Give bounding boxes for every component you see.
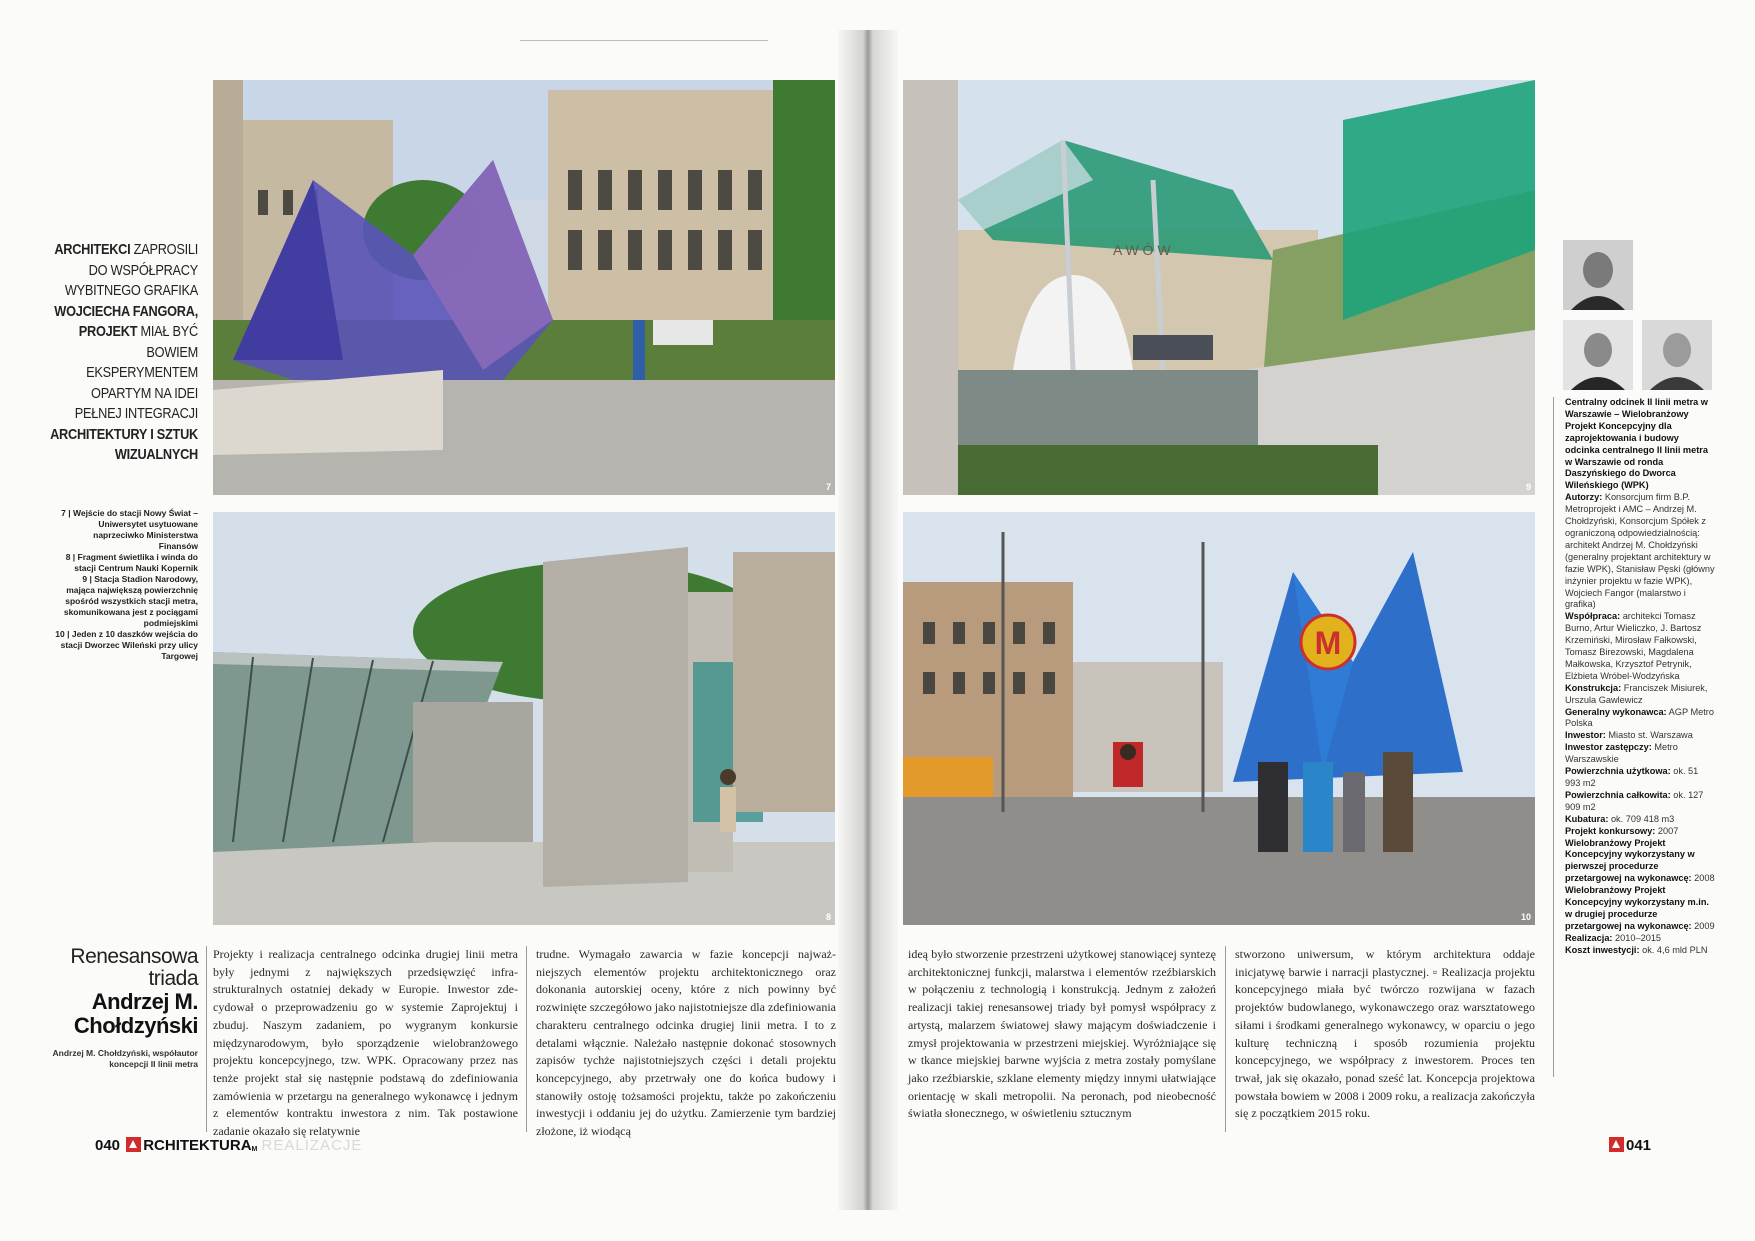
info-item (1565, 933, 1715, 945)
article-text: Projekty i realizacja centralnego odcinka drugiej linii metra były jednymi z największych przedsięwzięć infrastrukturalnych ostatniej dekady w Europie. Inwestor zdecydował o przeprowadzeniu go w systemie Zaprojektuj i zbuduj. Naszym zadaniem, po wygranym konkursie międzynarodowym, było sporządzenie wielobranżowego projektu koncepcyjnego, tzw. WPK. Opracowany przez nas tenże projekt stał się następnie podstawą do zdefiniowania zamówienia w przetargu na generalnego wykonawcę i jednym z elementów kontraktu inwestora z nim. Tak postawione zadanie okazało się relatywnie (213, 947, 518, 1139)
info-value: Miasto st. Warszawa (1605, 730, 1693, 741)
caption: 8 | Fragment świetlika i winda do stacji Centrum Nauki Kopernik (65, 552, 198, 573)
magazine-tag: M (251, 1146, 258, 1153)
photo-9 (903, 80, 1535, 495)
article-author: Chołdzyński (73, 1013, 198, 1038)
info-value: ok. 4,6 mld PLN (1639, 944, 1708, 955)
article-title: Renesansowa (70, 945, 198, 968)
pull-quote-bold-2: WOJCIECHA FANGORA, PROJEKT (54, 302, 198, 340)
column-rule (1225, 946, 1226, 1132)
article-column-4 (1235, 946, 1535, 1123)
info-item (1565, 730, 1715, 742)
info-label: Generalny wykonawca: (1565, 706, 1667, 717)
project-info-box (1565, 397, 1715, 957)
info-item (1565, 742, 1715, 766)
info-label: Inwestor: (1565, 730, 1606, 741)
photo-number: 9 (1525, 482, 1531, 492)
info-item (1565, 885, 1715, 933)
info-label: Projekt konkursowy: (1565, 825, 1656, 836)
column-rule (1553, 397, 1554, 1077)
info-value: ok. 709 418 m3 (1608, 813, 1675, 824)
author-note: Andrzej M. Chołdzyński, współautor koncepcji II linii metra (52, 1048, 198, 1069)
info-value: ok. 51 993 m2 (1565, 766, 1699, 788)
info-value: Franciszek Misiurek, Urszula Gawlewicz (1565, 682, 1708, 705)
info-item (1565, 707, 1715, 731)
svg-text:M: M (1314, 625, 1342, 661)
pull-quote (47, 240, 198, 466)
info-item (1565, 790, 1715, 814)
article-column-2 (536, 946, 836, 1141)
info-label: Powierzchnia całkowita: (1565, 789, 1671, 800)
photo-number: 7 (825, 482, 831, 492)
info-value: 2008 (1691, 873, 1715, 884)
caption: 7 | Wejście do stacji Nowy Świat – Uniwersytet usytuowane naprzeciwko Ministerstwa Finansów (61, 508, 198, 551)
info-item (1565, 611, 1715, 682)
portrait-photo (1642, 320, 1712, 390)
page-number: 041 (1626, 1137, 1652, 1154)
top-rule (520, 40, 768, 41)
pull-quote-text-1: ZAPROSILI DO WSPÓŁPRACY WYBITNEGO GRAFIKA (64, 241, 198, 299)
info-value: 2010–2015 (1612, 932, 1662, 943)
photo-8 (213, 512, 835, 925)
pull-quote-bold-3: ARCHITEKTURY I SZTUK WIZUALNYCH (50, 425, 198, 463)
info-item (1565, 766, 1715, 790)
info-item (1565, 945, 1715, 957)
info-label: Powierzchnia użytkowa: (1565, 766, 1671, 777)
article-text: trudne. Wymagało zawarcia w fazie koncepcji najważniejszych elementów projektu architektonicznego oraz dokonania autorskiej oceny, które z nich powinny być rozwinięte szczegółowo jako najistotniejsze dla zdefiniowania charakteru centralnego odcinka drugiej linii metra. I to z detalami włącznie. Należało następnie dokonać stosownych zapisów tychże najistotniejszych części i detali projektu koncepcyjnego, aby przetrwały one do końca budowy i stanowiły ostoję tożsamości projektu, także po zakończeniu inwestycji i oddaniu jej do użytku. Zamierzenie tym bardziej złożone, iż wiodącą (536, 947, 836, 1139)
info-item (1565, 826, 1715, 838)
info-label: Realizacja: (1565, 932, 1613, 943)
caption: 10 | Jeden z 10 daszków wejścia do stacji Dworzec Wileński przy ulicy Targowej (55, 629, 198, 661)
photo-10 (903, 512, 1535, 925)
info-value: AGP Metro Polska (1565, 706, 1714, 729)
article-author: Andrzej M. (91, 989, 198, 1014)
photo-number: 10 (1520, 912, 1531, 922)
info-item (1565, 492, 1715, 611)
info-label: Autorzy: (1565, 492, 1603, 503)
caption: 9 | Stacja Stadion Narodowy, mająca największą powierzchnię spośród wszystkich stacji metra, skomunikowana jest z pociągami podmiejskimi (63, 574, 198, 628)
page-number: 040 (95, 1137, 121, 1154)
photo-captions (55, 508, 198, 662)
portrait-photo (1563, 320, 1633, 390)
svg-text:A W Ó W: A W Ó W (1113, 242, 1171, 258)
info-label: Wielobranżowy Projekt Koncepcyjny wykorzystany m.in. w drugiej procedurze przetargowej na wykonawcę: (1565, 885, 1709, 931)
info-label: Kubatura: (1565, 813, 1609, 824)
info-value: 2009 (1691, 920, 1715, 931)
footer-left (95, 1137, 362, 1154)
info-value: Metro Warszawskie (1565, 742, 1678, 765)
info-value: ok. 127 909 m2 (1565, 789, 1704, 812)
info-value: architekci Tomasz Burno, Artur Wieliczko, J. Bartosz Krzemiński, Mirosław Fałkowski, Tomasz Birezowski, Magdalena Małkowska, Krzysztof Petrynik, Elżbieta Wróbel-Wodzyńska (1565, 611, 1702, 681)
magazine-logo-icon (126, 1137, 141, 1152)
info-value: Konsorcjum firm B.P. Metroprojekt i AMC – Andrzej M. Chołdzyński, Konsorcjum Spółek z ograniczoną odpowiedzialnością: architekt Andrzej M. Chołdzyński (generalny projektant architektury w fazie WPK), Stanisław Pęski (główny inżynier projektu w fazie WPK), Wojciech Fangor (malarstwo i grafika) (1565, 492, 1715, 610)
info-item (1565, 838, 1715, 886)
info-label: Współpraca: (1565, 611, 1621, 622)
info-label: Wielobranżowy Projekt Koncepcyjny wykorzystany w pierwszej procedurze przetargowej na wykonawcę: (1565, 837, 1695, 884)
article-title: triada (148, 967, 198, 990)
info-label: Koszt inwestycji: (1565, 944, 1640, 955)
info-label: Inwestor zastępczy: (1565, 742, 1652, 753)
magazine-name: RCHITEKTURA (143, 1137, 252, 1154)
column-rule (526, 946, 527, 1132)
info-items (1565, 492, 1715, 956)
article-text: ideą było stworzenie przestrzeni użytkowej stanowiącej syntezę architektonicznej funkcji, malarstwa i elementów rzeźbiarskich w połączeniu z technologią i konstrukcją. Jednym z założeń realizacji takiej renesansowej triady był pomysł współpracy z artystą, malarzem światowej sławy mającym doświadczenie i zmysł projektowania w przestrzeni miejskiej. Wyróżniające się w tkance miejskiej barwne wyjścia z metra zostały pomyślane jako rzeźbiarskie, szklane elementy między innymi ułatwiające orientację w skali metropolii. Na peronach, pod nieobecność światła słonecznego, w oświetleniu sztucznym (908, 947, 1216, 1121)
article-text: stworzono uniwersum, w którym architektura oddaje inicjatywę barwie i narracji plastycznej. ▫ Realizacja projektu koncepcyjnego miała być twórczo rozwijana w fazach projektów budowlanego, wykonawczego oraz warsztatowego siłami i środkami generalnego wykonawcy, w oparciu o jego kulturę techniczną i sposób rozumienia projektu koncepcyjnego, we współpracy z inwestorem. Proces ten trwał, jak się okazało, ponad sześć lat. Koncepcja projektowa powstała bowiem w 2008 i 2009 roku, a realizacja zakończyła się z początkiem 2015 roku. (1235, 947, 1535, 1121)
magazine-logo-icon (1609, 1137, 1624, 1152)
article-heading (40, 946, 198, 1070)
info-lead: Centralny odcinek II linii metra w Warszawie – Wielobranżowy Projekt Koncepcyjny dla zaprojektowania i budowy odcinka centralnego II linii metra w Warszawie od ronda Daszyńskiego do Dworca Wileńskiego (WPK) (1565, 397, 1708, 491)
info-item (1565, 814, 1715, 826)
pull-quote-text-2: MIAŁ BYĆ BOWIEM EKSPERYMENTEM OPARTYM NA IDEI PEŁNEJ INTEGRACJI (74, 323, 198, 422)
article-column-3 (908, 946, 1216, 1123)
photo-7 (213, 80, 835, 495)
info-value: 2007 (1655, 825, 1679, 836)
info-item (1565, 683, 1715, 707)
footer-right (1607, 1137, 1651, 1154)
article-column-1 (213, 946, 518, 1141)
section-name: REALIZACJE (261, 1137, 363, 1154)
photo-number: 8 (825, 912, 831, 922)
spine-gutter (838, 30, 898, 1210)
portrait-photo (1563, 240, 1633, 310)
column-rule (206, 946, 207, 1132)
pull-quote-bold-1: ARCHITEKCI (54, 241, 131, 258)
info-label: Konstrukcja: (1565, 682, 1622, 693)
